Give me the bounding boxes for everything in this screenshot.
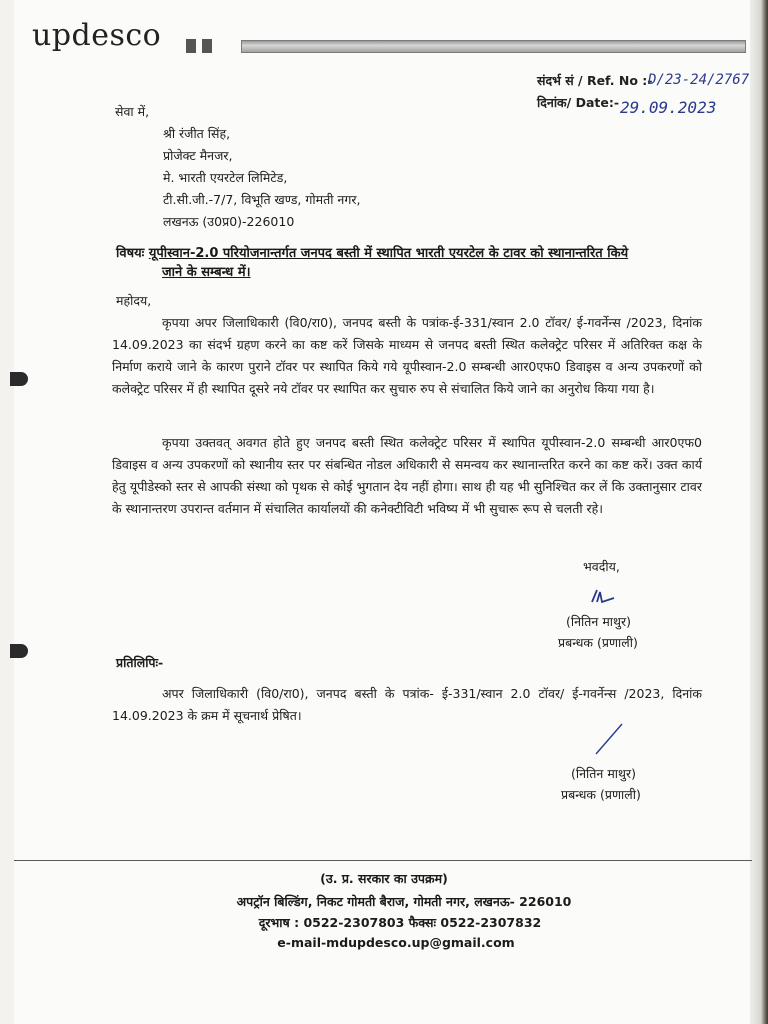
signatory2-name: (नितिन माथुर) [571,766,637,781]
updesco-logo: updesco [32,18,162,53]
addressee-city: लखनऊ (उ0प्र0)-226010 [163,214,295,229]
subject-text-line1: यूपीस्वान-2.0 परियोजनान्तर्गत जनपद बस्ती में स्थापित भारती एयरटेल के टावर को स्थानान्तरित किये [148,246,629,261]
signatory-name: (नितिन माथुर) [566,614,632,629]
closing-bhavdiya: भवदीय, [583,559,620,574]
copy-label: प्रतिलिपिः- [116,655,164,670]
salutation-to: सेवा में, [115,104,150,119]
footer-org-type: (उ. प्र. सरकार का उपक्रम) [320,871,448,886]
signature-tick-mark [594,722,624,756]
addressee-name: श्री रंजीत सिंह, [163,126,231,141]
body-paragraph-2: कृपया उक्तवत् अवगत होते हुए जनपद बस्ती स्थित कलेक्ट्रेट परिसर में स्थापित यूपीस्वान-2.0 सम्बन्धी आर0एफ0 डिवाइस व अन्य उपकरणों को स्थानीय स्तर पर संबन्धित नोडल अधिकारी से समन्वय कर स्थानान्तरित करने का कष्ट करें। उक्त कार्य हेतु यूपीडेस्को स्तर से आपकी संस्था को पृथक से कोई भुगतान देय नहीं होगा। साथ ही यह भी सुनिश्चित कर लें कि उक्तानुसार टावर के स्थानान्तरण उपरान्त वर्तमान में संचालित कार्यालयों की कनेक्टीविटी भविष्य में भी सुचारू रूप से चलती रहे। [112,435,702,516]
addressee-address: टी.सी.जी.-7/7, विभूति खण्ड, गोमती नगर, [163,192,361,207]
greeting: महोदय, [116,293,152,308]
footer-address: अपट्रॉन बिल्डिंग, निकट गोमती बैराज, गोमती नगर, लखनऊ- 226010 [236,894,572,909]
punch-hole [10,644,28,658]
body-paragraph-1: कृपया अपर जिलाधिकारी (वि0/रा0), जनपद बस्ती के पत्रांक-ई-331/स्वान 2.0 टॉवर/ ई-गवर्नेन्स /2023, दिनांक 14.09.2023 का संदर्भ ग्रहण करने का कष्ट करें जिसके माध्यम से जनपद बस्ती स्थित कलेक्ट्रेट परिसर में अतिरिक्त कक्ष के निर्माण कराये जाने के कारण पुराने टॉवर पर स्थापित किये गये यूपीस्वान-2.0 सम्बन्धी आर0एफ0 डिवाइस व अन्य उपकरणों को कलेक्ट्रेट परिसर में ही स्थापित दूसरे नये टॉवर पर स्थापित कर सुचारु रुप से संचालित किये जाने का अनुरोध किया गया है। [112,315,702,396]
signatory2-designation: प्रबन्धक (प्रणाली) [561,787,641,802]
footer-phone-fax: दूरभाष : 0522-2307803 फैक्सः 0522-2307832 [258,915,542,930]
ref-number-handwritten: D/23-24/2767 [648,72,750,88]
punch-hole [10,372,28,386]
signature-mark [588,586,618,606]
footer-divider [14,860,752,861]
subject-text-line2: जाने के सम्बन्ध में। [162,265,251,280]
addressee-designation: प्रोजेक्ट मैनजर, [163,148,233,163]
logo-squares-icon [186,38,218,57]
letterhead-bar [241,40,746,53]
subject-line [116,244,696,282]
signatory-designation: प्रबन्धक (प्रणाली) [558,635,638,650]
date-label: दिनांक/ Date:- [537,95,620,110]
subject-label: विषयः [116,246,145,261]
copy-text: अपर जिलाधिकारी (वि0/रा0), जनपद बस्ती के पत्रांक- ई-331/स्वान 2.0 टॉवर/ ई-गवर्नेन्स /2023, दिनांक 14.09.2023 के क्रम में सूचनार्थ प्रेषित। [112,686,702,723]
addressee-company: मे. भारती एयरटेल लिमिटेड, [163,170,288,185]
date-handwritten: 29.09.2023 [620,98,717,117]
ref-label: संदर्भ सं / Ref. No :- [537,73,653,88]
footer-email: e-mail-mdupdesco.up@gmail.com [277,935,515,950]
